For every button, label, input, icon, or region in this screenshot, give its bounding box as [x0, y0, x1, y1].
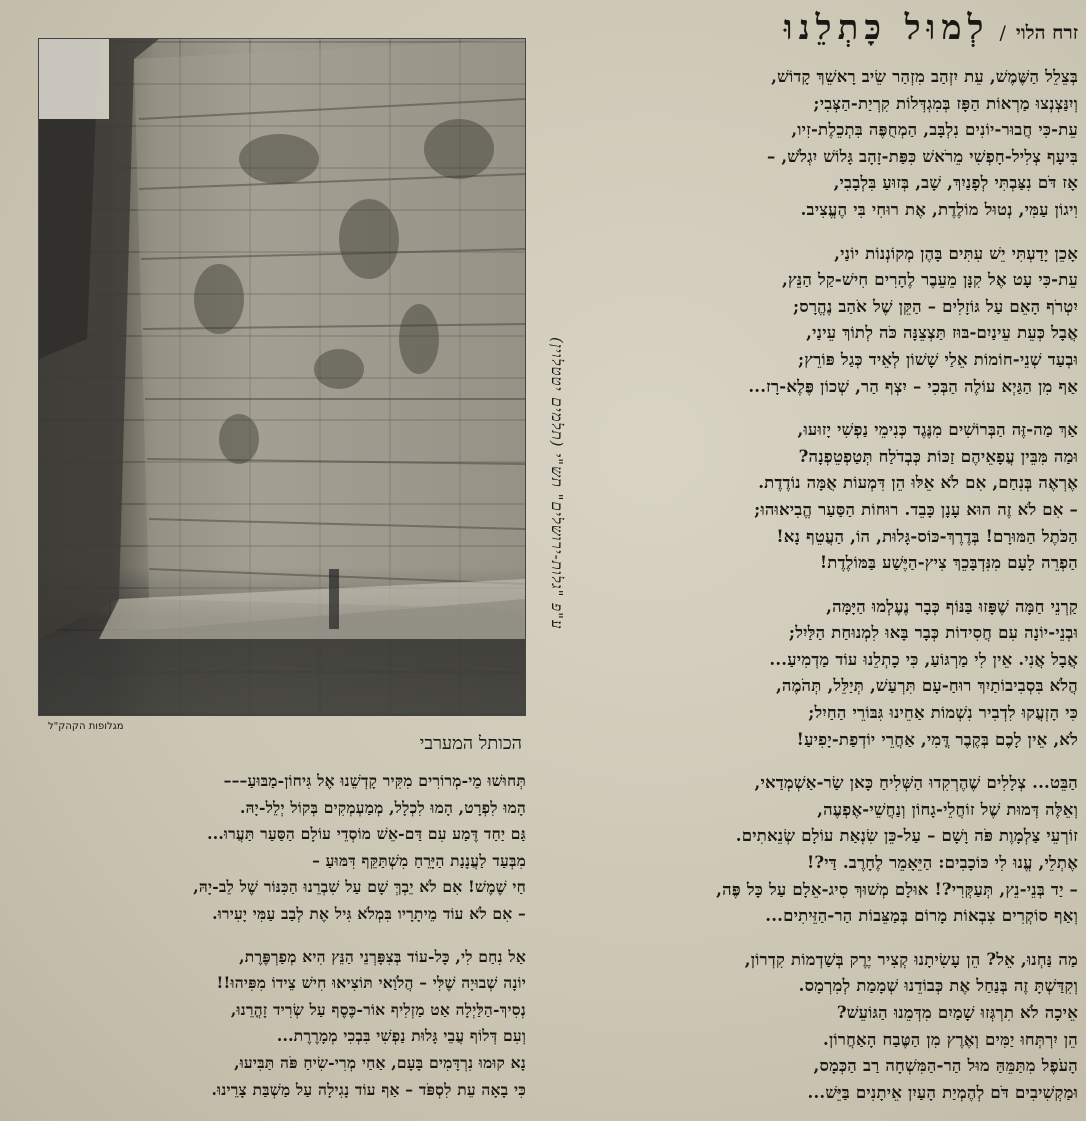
poem-line: אָז דֹּם נִצַּבְתִּי לְפָנַיִךְ, שָׁב, בְּזוּעַ בִּלְבָבִי,: [833, 173, 1078, 193]
poem-line: אֲבָל כְּעֵת עֵינַיִם-בּוּז תַּצְצֵנָּה כֹּה לְתוֹךְ עֵינַי,: [806, 323, 1078, 343]
poem-title: לְמוּל כָּתְלֵנוּ: [783, 8, 990, 48]
poem-line: אֲבָל אֲנִי. אֵין לִי מַרְגּוֹעַ, כִּי כָתְלֵנוּ עוֹד מַדְמִיעַ...: [769, 649, 1078, 669]
poem-line: עֵת-כִּי עָט אֶל קִנָּן מֵעֵבֶר לֶהָרִים חִישׁ-קַל הַנֵּץ,: [782, 270, 1078, 290]
poem-line: יִטְרֹף הָאֵם עַל גּוֹזָלִים – הַקֵּן שֶׁל אֹהַב נֶהֱרָס;: [793, 296, 1078, 316]
poem-column: [560, 8, 1078, 1113]
poem-line: גַּם יַחַד דֶּמַע עִם דַּם-אֵשׁ מוֹסְדֵי עוֹלָם הַסַּעַר תַּעֲרוּ...: [207, 824, 526, 844]
poem-line: מִבְּעַד לַעֲנָנַת הַיָּרֵחַ מִשְׁתַּקֵּף דִּמּוּעַ –: [312, 850, 526, 870]
stanza: [560, 241, 1078, 401]
poem-line: יוֹנָה שְׁבוּיָה שֶׁלִּי – הֲלֹוַאי תּוֹצִיאוּ חִישׁ צֵידוֹ מִפִּיהוּ!!: [216, 973, 526, 993]
poem-line: תְּחוּשׁוּ מֵי-מְרוֹרִים מִקִּיר קָדְשֵׁנוּ אֶל גִּיחוֹן-מַבּוּעַ–––: [223, 771, 526, 790]
poem-line: בִּיעָף צְלִיל-חָפְשִׁי מֵרֹאשׁ כִּפַּת-זָהָב גָּלוֹשׁ יִגְלֹשׁ, –: [766, 146, 1078, 166]
poem-line: – יַד בְּנֵי-נֵץ, תְּעַקְּרִי?! אוּלָם מְשׁוּךְ סִיג-אֵלָם עַל כָּל פֶּה,: [716, 879, 1078, 899]
poem-line: וְעִם דְּלוֹף עֲבֵי גָּלוּת נַפְשִׁי בִּבְכִי מְמָרֶרֶת...: [276, 1026, 526, 1046]
poem-line: אֶרְאֶה בְּנִחַם, אִם לֹא אֵלּוּ הֵן דִּמְעוֹת אֻמָּה נוֹדֶדֶת.: [758, 473, 1078, 493]
poem-line: כִּי בָאָה עֵת לִסְפֹּד – אַף עוֹד נָגִילָה עַל מַשְׁבַּת צָרֵינוּ.: [211, 1079, 526, 1099]
stanza: [560, 594, 1078, 754]
stanza: [560, 417, 1078, 577]
poem-line: אַף מִן הַגַּיְא עוֹלֶה הַבְּכִי – יִצְף הַר, שְׁכוֹן פֶּלֶא-רָז...: [748, 376, 1078, 396]
stanza: [560, 947, 1078, 1107]
photo-caption: הכותל המערבי: [419, 733, 522, 754]
poem-line: אֶתְלֵי, עֱנוּ לִי כּוֹכָבִים: הַיֵּאָמֵר לֶחָרֶב. דַּי?!: [806, 853, 1078, 873]
poem-line: נָא קוּמוּ נִרְדָּמִים בָּעָם, אַחַי מְרִי-שִׂיחַ פֹּה תַּבִּיעוּ,: [234, 1052, 526, 1072]
poem-line: וְאֵלֶּה דְּמוּת שֶׁל זוֹחֲלֵי-גָחוֹן וְנַחֲשֵׁי-אֶפְעֶה,: [817, 799, 1078, 819]
title-separator: /: [999, 22, 1006, 44]
stanza: [560, 64, 1078, 224]
poem-line: לֹא, אֵין לָכֶם בְּקֶבֶר דֳּמִי, אַחֲרֵי יוֹדְפַת-יָפִיעַ!: [796, 729, 1078, 749]
poem-line: אָכֵן יָדַעְתִּי יֵשׁ עִתִּים בָּהֶן מְקוֹנְנוֹת יוֹנַי,: [834, 243, 1078, 263]
poem-line: בְּצֵלֵל הַשֶּׁמֶשׁ, עֵת יִזְהַב מִזְהַר שֵׂיב רָאשֵׁךְ קָדוֹשׁ,: [771, 67, 1078, 86]
poem-line: וּבְעַד שְׁנֵי-חוֹמוֹת אֵלַי שָׁשׁוֹן לְאֵיד כְּגַל פּוֹרֵץ;: [797, 349, 1078, 369]
wall-photo-illustration: [39, 39, 525, 715]
poem-line: עֵת-כִּי חֲבוּר-יוֹנִים נִלְבָּב, הַמְחֻפֶּה בִּתְכֵלֶת-זִיו,: [791, 120, 1078, 140]
poem-line: וּבְנֵי-יוֹנָה עִם חֲסִידוֹת כְּבָר בָּאוּ לִמְנוּחַת הַלַּיִל;: [788, 623, 1078, 643]
poem-line: מַה נַּחְנוּ, אֵל? הֵן עָשִׂיתָנוּ קְצִיר יֶרֶק בְּשַׁדְמוֹת קִדְרוֹן,: [744, 949, 1078, 969]
poem-line: נְסִיךְ-הַלַּיְלָה אַט מַזְלִיף אוֹר-כֶּסֶף עַל שְׂרִיד זָהֳרֵנוּ,: [230, 999, 526, 1019]
poem-line: וְיִנַּצְנְצוּ מַרְאוֹת הַפָּז בְּמִגְדְּלוֹת קִרְיַת-הַצְּבִי;: [813, 93, 1078, 113]
poem-line: הֵן יִרְתְּחוּ יַמִּים וְאֶרֶץ מִן הַטֶּבַח הָאַחֲרוֹן.: [823, 1029, 1078, 1049]
poem-author: זרח הלוי: [1015, 22, 1078, 44]
poem-line: – אִם לֹא זֶה הוּא עָנָן כָּבֵד. רוּחוֹת הַסַּעַר הֱבִיאוּהוּ;: [754, 499, 1078, 519]
poem-line: וְאַף סוֹקְרִים צִבְאוֹת מָרוֹם בְּמַצֵּבוֹת הַר-הַזֵּיתִים...: [765, 906, 1078, 926]
poem-line: וִיגוֹן עַמִּי, נְטוּל מוֹלֶדֶת, אֶת רוּחִי בִּי הֶעֱצִיב.: [800, 199, 1078, 219]
poem-line: הָמוּ לִפְרָט, הָמוּ לִכְלָל, מְמַעְמְקִים בְּקוֹל יְלֵל-יָהּ.: [239, 797, 526, 817]
poem-line: אֵיכָה לֹא תִרְגְּזוּ שָׁמַיִם מִדְּמֵנוּ הַגּוֹעֵשׁ?: [836, 1003, 1078, 1022]
poem-line: הֲלֹא בִּסְבִיבוֹתַיִךְ רוּחַ-עָם תִּרְעַשׁ, תְּיַלֵּל, תְּהֹמֶה,: [775, 676, 1078, 696]
western-wall-photo: [38, 38, 526, 716]
photo-credit: מגלופות הקהק"ל: [48, 721, 124, 732]
poem-body: [560, 64, 1078, 1106]
stanza: [40, 768, 526, 928]
poem-line: אַךְ מַה-זֶּה הַבְּרוֹשִׁים מִנֶּגֶד כְּנִימֵי נַפְשִׁי יָזוּעוּ,: [797, 420, 1078, 440]
stanza: [40, 944, 526, 1104]
poem-line: וּמַקְשִׁיבִים דֹּם לְהֶמְיַת הָעַיִן אֵיתָנִים בַּיֵּשׁ...: [807, 1082, 1078, 1102]
poem-line: הַכֹּתֶל הַמּוּרָם! בְּדֶרֶךְ-כּוֹס-גָּלוּת, הוֹ, הַעֲטֵף נָא!: [776, 526, 1078, 546]
poem-line: – אִם לֹא עוֹד מֵיתָרָיו בִּמְלֹא גִּיל אֶת לְבַב עַמִּי יָעִירוּ.: [212, 903, 526, 923]
poem-header: [560, 8, 1078, 64]
poem-line: כִּי הָזְעֲקוּ לִדְבִיר נִשְׁמוֹת אַחֵינוּ גִּבּוֹרֵי הַחַיִל;: [808, 703, 1078, 723]
poem-continuation: [40, 768, 526, 1119]
poem-line: וְקִדַּשְׁתָּ זֶה בְּנַחַל אֶת כְּבוֹדֵנוּ שְׁמָמַת לְמִרְמָס.: [798, 976, 1078, 996]
poem-line: זוֹרְעֵי צַלְמָוֶת פֹּה וָשָׁם – עַל-כֵּן שִׂנְאַת עוֹלָם שְׂנֵאתִים.: [735, 826, 1078, 846]
poem-line: וּמַה מִּבֵּין עֲפָאֵיהֶם זַכּוֹת כְּבְדֹלַח תְּטַפְטֵפְנָה?: [798, 446, 1078, 466]
poem-line: אַל נִחַם לִי, כָּל-עוֹד בְּצִפָּרְנֵי הַנֵּץ הִיא מְפַרְפֶּרֶת,: [239, 946, 526, 966]
stanza: [560, 770, 1078, 930]
poem-line: חַי שֶׁמֶשׁ! אִם לֹא יֵבְךְּ שָׁם עַל שִׁבְרֵנוּ הַכִּנּוֹר שֶׁל לֵב-יָהּ,: [193, 877, 526, 897]
poem-line: קַרְנֵי חַמָּה שֶׁפָּזוּ בַּנּוֹף כְּבָר נֶעֶלְמוּ הַיָּמָּה,: [826, 596, 1078, 616]
poem-line: הַבֵּט... צְלָלִים שֶׁהֶרְקִדוּ הַשְּׁלִיחַ כָּאן שַׂר-אַשְׁמְדַאי,: [754, 773, 1078, 793]
photo-source-note: ע"פ "גלות-ירושלים" תש"י (תלמים יטטלוין): [548, 337, 566, 630]
poem-line: הָעֹפֶל מִתַּמֵּהַּ מוּל הַר-הַמִּשְׁחָה רַב הַכְּמָס,: [813, 1056, 1078, 1076]
poem-line: הַפְרֵה לָעָם מִנִּדְבָּכֵךְ צִיץ-הַיֶּשַׁע בַּמּוֹלֶדֶת!: [819, 553, 1078, 573]
